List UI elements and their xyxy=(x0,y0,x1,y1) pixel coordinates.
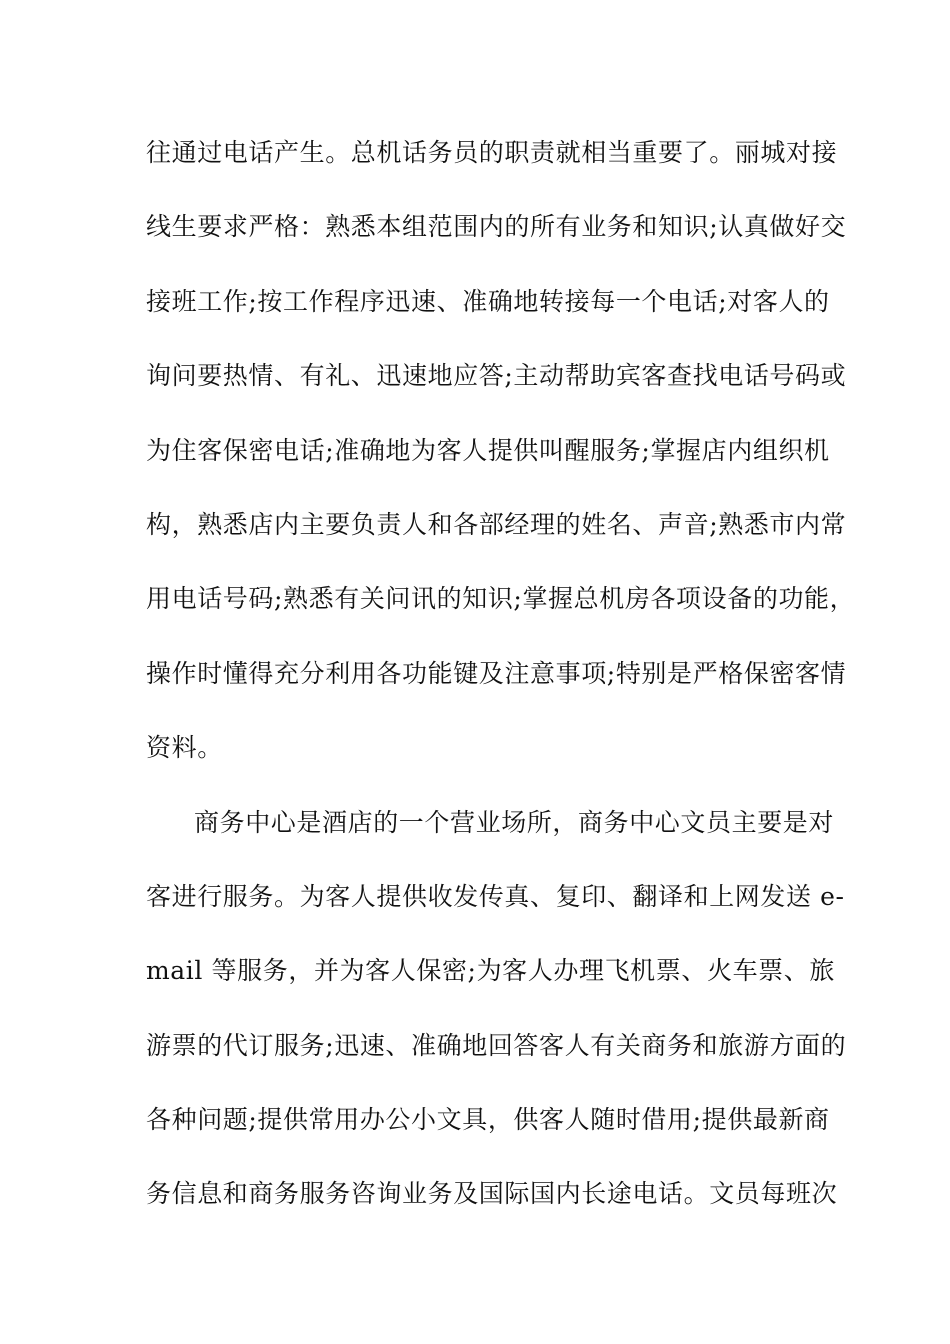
text-line: 接班工作;按工作程序迅速、准确地转接每一个电话;对客人的 xyxy=(146,286,830,316)
text-line: mail 等服务，并为客人保密;为客人办理飞机票、火车票、旅 xyxy=(146,956,835,986)
text-line: 务信息和商务服务咨询业务及国际国内长途电话。文员每班次 xyxy=(146,1179,838,1209)
text-line: 客进行服务。为客人提供收发传真、复印、翻译和上网发送 e- xyxy=(146,881,845,911)
text-line: 资料。 xyxy=(146,733,223,763)
text-line: 线生要求严格：熟悉本组范围内的所有业务和知识;认真做好交 xyxy=(146,212,847,242)
paragraph-start-line: 商务中心是酒店的一个营业场所，商务中心文员主要是对 xyxy=(194,807,835,837)
text-line: 构，熟悉店内主要负责人和各部经理的姓名、声音;熟悉市内常 xyxy=(146,509,847,539)
text-line: 为住客保密电话;准确地为客人提供叫醒服务;掌握店内组织机 xyxy=(146,435,830,465)
text-line: 询问要热情、有礼、迅速地应答;主动帮助宾客查找电话号码或 xyxy=(146,361,847,391)
text-line: 用电话号码;熟悉有关问讯的知识;掌握总机房各项设备的功能， xyxy=(146,584,856,614)
document-body xyxy=(146,133,856,1249)
text-line: 各种问题;提供常用办公小文具，供客人随时借用;提供最新商 xyxy=(146,1105,830,1135)
text-line: 操作时懂得充分利用各功能键及注意事项;特别是严格保密客情 xyxy=(146,658,847,688)
text-line: 往通过电话产生。总机话务员的职责就相当重要了。丽城对接 xyxy=(146,138,838,167)
text-line: 游票的代订服务;迅速、准确地回答客人有关商务和旅游方面的 xyxy=(146,1030,847,1060)
